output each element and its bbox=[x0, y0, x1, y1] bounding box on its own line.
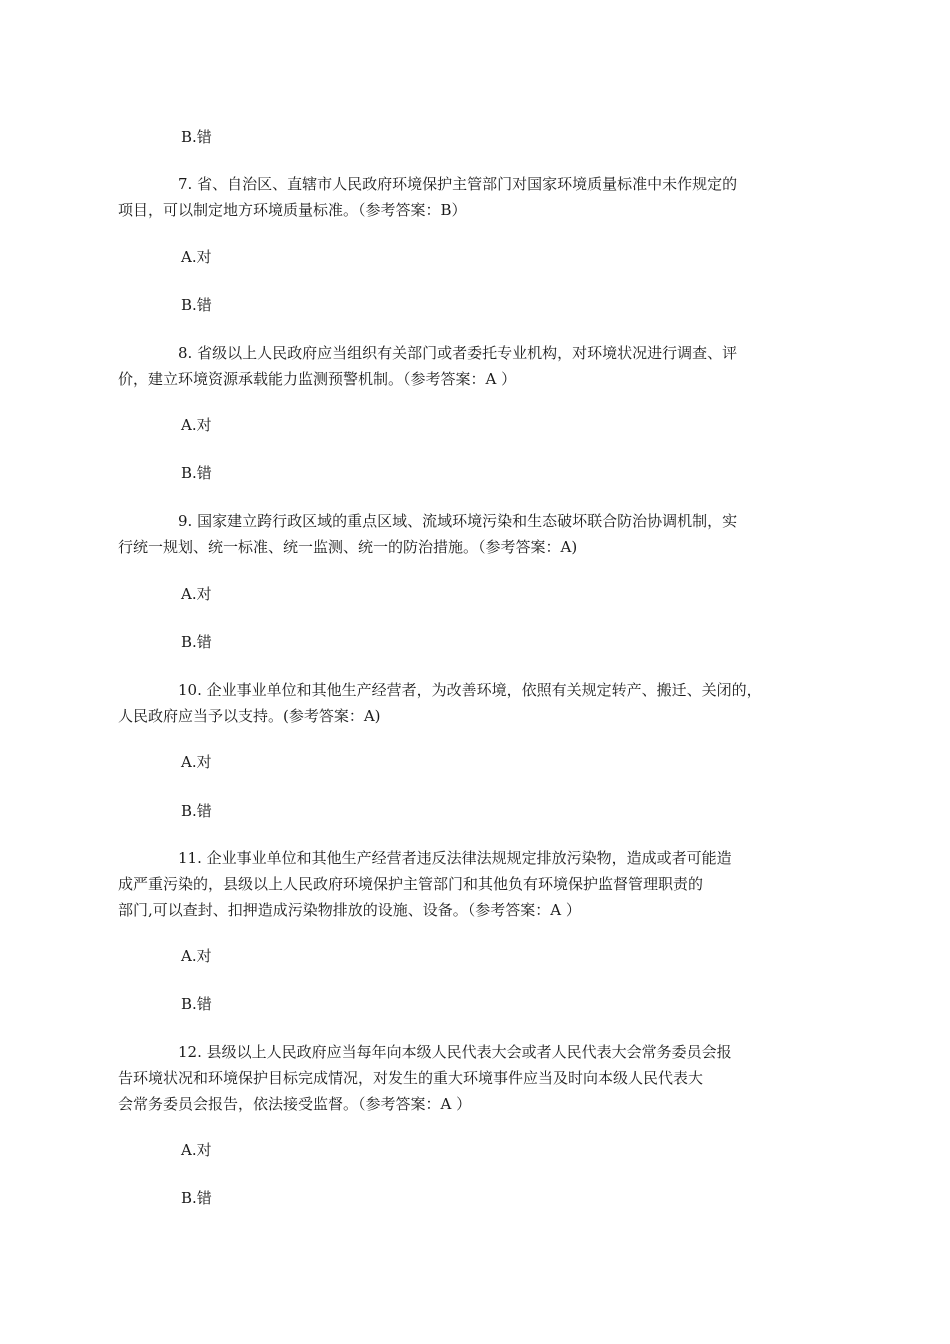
question-8-option-a: A.对 bbox=[181, 416, 212, 434]
question-9-option-b: B.错 bbox=[181, 633, 212, 651]
question-12-option-a: A.对 bbox=[181, 1141, 212, 1159]
question-7-line-1: 7. 省、自治区、直辖市人民政府环境保护主管部门对国家环境质量标准中未作规定的 bbox=[178, 175, 738, 193]
question-7-option-b: B.错 bbox=[181, 296, 212, 314]
question-12-line-2: 告环境状况和环境保护目标完成情况，对发生的重大环境事件应当及时向本级人民代表大 bbox=[118, 1069, 704, 1087]
question-12-option-b: B.错 bbox=[181, 1189, 212, 1207]
question-10-option-a: A.对 bbox=[181, 753, 212, 771]
question-11-option-a: A.对 bbox=[181, 947, 212, 965]
question-10-line-2: 人民政府应当予以支持。(参考答案：A) bbox=[118, 707, 381, 725]
question-9-line-1: 9. 国家建立跨行政区域的重点区域、流域环境污染和生态破坏联合防治协调机制，实 bbox=[178, 512, 738, 530]
question-8-line-2: 价，建立环境资源承载能力监测预警机制。（参考答案：A ） bbox=[118, 370, 517, 388]
question-7-option-a: A.对 bbox=[181, 248, 212, 266]
question-10-line-1: 10. 企业事业单位和其他生产经营者，为改善环境，依照有关规定转产、搬迁、关闭的， bbox=[178, 681, 762, 699]
question-12-line-3: 会常务委员会报告，依法接受监督。（参考答案：A ） bbox=[118, 1095, 472, 1113]
question-11-option-b: B.错 bbox=[181, 995, 212, 1013]
question-8-line-1: 8. 省级以上人民政府应当组织有关部门或者委托专业机构，对环境状况进行调查、评 bbox=[178, 344, 738, 362]
question-11-line-3: 部门,可以查封、扣押造成污染物排放的设施、设备。（参考答案：A ） bbox=[118, 901, 581, 919]
question-11-line-1: 11. 企业事业单位和其他生产经营者违反法律法规规定排放污染物，造成或者可能造 bbox=[178, 849, 732, 867]
option-b: B.错 bbox=[181, 128, 212, 146]
question-11-line-2: 成严重污染的，县级以上人民政府环境保护主管部门和其他负有环境保护监督管理职责的 bbox=[118, 875, 704, 893]
question-12-line-1: 12. 县级以上人民政府应当每年向本级人民代表大会或者人民代表大会常务委员会报 bbox=[178, 1043, 732, 1061]
question-7-line-2: 项目，可以制定地方环境质量标准。（参考答案：B） bbox=[118, 201, 467, 219]
question-9-option-a: A.对 bbox=[181, 585, 212, 603]
question-8-option-b: B.错 bbox=[181, 464, 212, 482]
question-10-option-b: B.错 bbox=[181, 802, 212, 820]
question-9-line-2: 行统一规划、统一标准、统一监测、统一的防治措施。（参考答案：A) bbox=[118, 538, 578, 556]
